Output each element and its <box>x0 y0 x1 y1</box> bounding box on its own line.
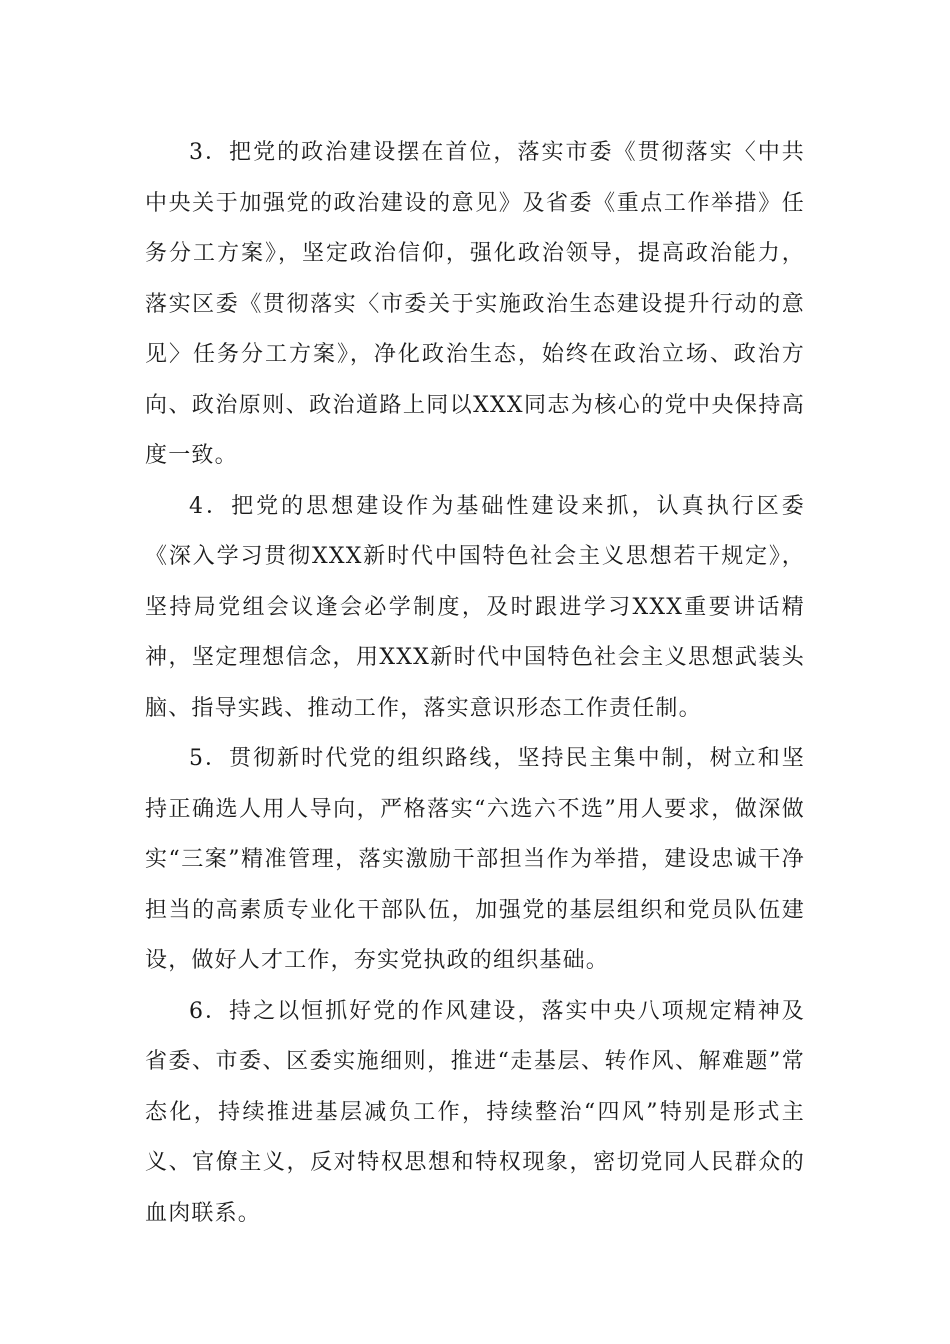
paragraph-6: 6．持之以恒抓好党的作风建设，落实中央八项规定精神及省委、市委、区委实施细则，推进“走基层、转作风、解难题”常态化，持续推进基层减负工作，持续整治“四风”特别是形式主义、官僚主义，反对特权思想和特权现象，密切党同人民群众的血肉联系。 <box>145 998 805 1226</box>
paragraph-5: 5．贯彻新时代党的组织路线，坚持民主集中制，树立和坚持正确选人用人导向，严格落实“六选六不选”用人要求，做深做实“三案”精准管理，落实激励干部担当作为举措，建设忠诚干净担当的高素质专业化干部队伍，加强党的基层组织和党员队伍建设，做好人才工作，夯实党执政的组织基础。 <box>145 746 805 973</box>
paragraph-4: 4．把党的思想建设作为基础性建设来抓，认真执行区委《深入学习贯彻XXX新时代中国特色社会主义思想若干规定》，坚持局党组会议逢会必学制度，及时跟进学习XXX重要讲话精神，坚定理想信念，用XXX新时代中国特色社会主义思想武装头脑、指导实践、推动工作，落实意识形态工作责任制。 <box>145 493 805 721</box>
document-body <box>145 128 805 1239</box>
paragraph-3: 3．把党的政治建设摆在首位，落实市委《贯彻落实〈中共中央关于加强党的政治建设的意见》及省委《重点工作举措》任务分工方案》，坚定政治信仰，强化政治领导，提高政治能力，落实区委《贯彻落实〈市委关于实施政治生态建设提升行动的意见〉任务分工方案》，净化政治生态，始终在政治立场、政治方向、政治原则、政治道路上同以XXX同志为核心的党中央保持高度一致。 <box>145 140 805 468</box>
